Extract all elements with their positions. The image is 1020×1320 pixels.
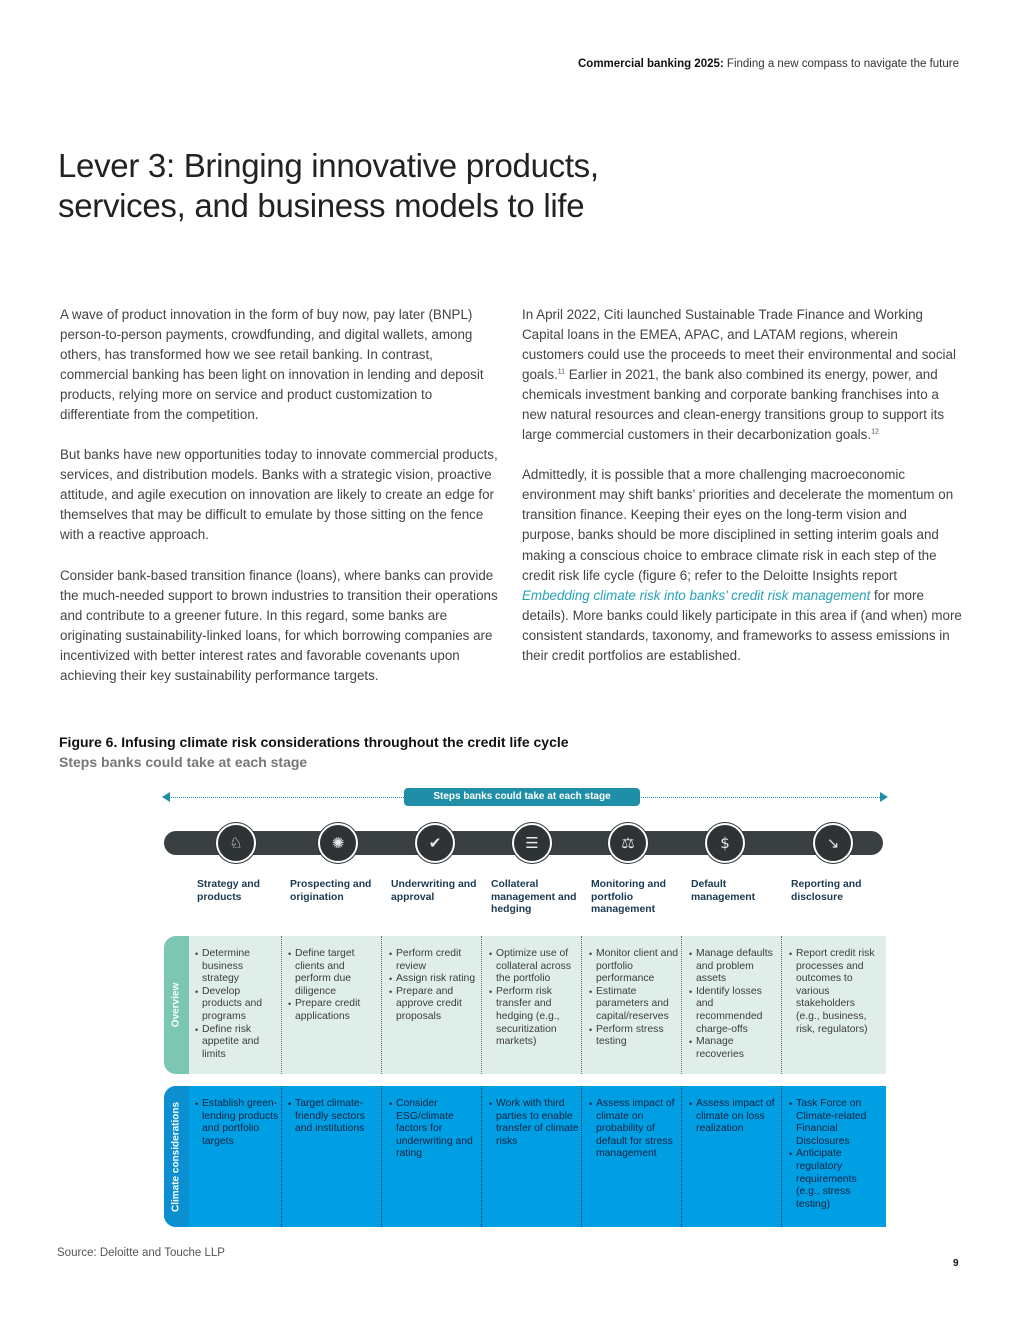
paragraph [522,305,962,445]
climate-cell [388,1086,482,1227]
stage-name: Prospecting and origination [290,879,372,903]
report-chart-icon: ↘ [813,823,853,863]
figure-subtitle: Steps banks could take at each stage [59,754,308,770]
stage-name: Monitoring and portfolio management [591,879,667,916]
climate-list [194,1098,281,1148]
publication-title: Commercial banking 2025: [578,58,724,70]
overview-cell [588,936,682,1074]
list-item: • Establish green-lending products and portfolio targets [194,1098,279,1148]
list-item: • Report credit risk processes and outcomes to various stakeholders (e.g., business, risk, regulators) [788,948,880,1036]
strategy-icon: ♘ [216,823,256,863]
list-item: • Perform credit review [388,948,479,973]
climate-list [688,1098,781,1136]
overview-cell [388,936,482,1074]
overview-band [164,936,886,1074]
climate-cell [287,1086,382,1227]
stage-name: Reporting and disclosure [791,879,862,903]
climate-cell [488,1086,582,1227]
overview-cell [488,936,582,1074]
running-header [578,58,959,70]
overview-tab [164,936,189,1074]
list-item: • Manage recoveries [688,1036,779,1061]
stage-name: Underwriting and approval [391,879,477,903]
climate-cell [788,1086,882,1227]
footnote-ref: 12 [871,428,879,436]
list-item: • Identify losses and recommended charge-offs [688,986,779,1036]
climate-list [287,1098,381,1136]
stage-name: Collateral management and hedging [491,879,577,916]
stage-name: Default management [691,879,756,903]
steps-pill: Steps banks could take at each stage [404,788,640,806]
paragraph: But banks have new opportunities today to innovate commercial products, services, and distribution models. Banks with a strategic vision, proactive attitude, and agile execution on innovation are likely to create an edge for themselves that may be difficult to emulate by those sitting on the fence with a reactive approach. [60,447,498,543]
page-number: 9 [953,1258,959,1269]
paragraph-text: for more details). More banks could likely participate in this area if (and when) more consistent standards, taxonomy, and frameworks to assess emissions in their credit portfolios are established. [522,587,962,663]
list-item: • Manage defaults and problem assets [688,948,779,986]
climate-cell [588,1086,682,1227]
footnote-ref: 11 [557,368,566,376]
overview-label: Overview [170,982,182,1028]
list-item: • Prepare and approve credit proposals [388,986,479,1024]
paragraph: A wave of product innovation in the form of buy now, pay later (BNPL) person-to-person payments, crowdfunding, and digital wallets, among others, has transformed how we see retail banking. In contrast, commercial banking has been light on innovation in lending and deposit products, relying more on service and product customization to differentiate from the competition. [60,307,484,423]
overview-list [194,948,281,1061]
list-item: • Develop products and programs [194,986,279,1024]
climate-list [588,1098,681,1161]
list-item: • Define risk appetite and limits [194,1024,279,1062]
arrow-left-icon [162,792,170,802]
list-item: • Consider ESG/climate factors for underwriting and rating [388,1098,479,1161]
page-title: Lever 3: Bringing innovative products, services, and business models to life [58,147,599,224]
climate-cell [194,1086,282,1227]
paragraph-text: Admittedly, it is possible that a more challenging macroeconomic environment may shift banks’ priorities and decelerate the momentum on transition finance. Keeping their eyes on the long-term vision and purpose, banks should be more disciplined in setting interim goals and making a conscious choice to embrace climate risk in each step of the credit risk life cycle (figure 6; refer to the Deloitte Insights report [522,467,954,583]
money-bag-icon: $ [705,823,745,863]
overview-list [388,948,481,1024]
list-item: • Define target clients and perform due diligence [287,948,379,998]
paragraph-text: In April 2022, Citi launched Sustainable Trade Finance and Working Capital loans in the EMEA, APAC, and LATAM regions, wherein customers could use the proceeds to meet their environmental and social goals. [522,307,956,383]
overview-cell [688,936,782,1074]
climate-list [388,1098,481,1161]
list-item: • Prepare credit applications [287,998,379,1023]
paragraph: Consider bank-based transition finance (loans), where banks can provide the much-needed support to brown industries to transition their operations and contribute to a greener future. In this regard, some banks are originating sustainability-linked loans, for which borrowing companies are incentivized with better interest rates and favorable covenants upon achieving their key sustainability performance targets. [60,567,498,683]
climate-cell [688,1086,782,1227]
list-item: • Anticipate regulatory requirements (e.g., stress testing) [788,1148,880,1211]
publication-subtitle: Finding a new compass to navigate the future [723,58,959,70]
climate-label: Climate considerations [170,1101,182,1212]
overview-list [688,948,781,1061]
list-item: • Perform risk transfer and hedging (e.g., securitization markets) [488,986,579,1049]
list-item: • Estimate parameters and capital/reserves [588,986,679,1024]
overview-cell [287,936,382,1074]
overview-list [588,948,681,1049]
list-item: • Determine business strategy [194,948,279,986]
list-item: • Assess impact of climate on loss realization [688,1098,779,1136]
report-link[interactable]: Embedding climate risk into banks’ credit risk management [522,587,871,603]
approval-icon: ✔ [415,823,455,863]
list-item: • Work with third parties to enable transfer of climate risks [488,1098,579,1148]
credit-life-cycle-diagram [160,786,890,1232]
climate-band [164,1086,886,1227]
list-item: • Assess impact of climate on probability of default for stress management [588,1098,679,1161]
document-icon: ☰ [512,823,552,863]
list-item: • Monitor client and portfolio performance [588,948,679,986]
figure-title: Figure 6. Infusing climate risk considerations throughout the credit life cycle [59,734,569,750]
list-item: • Task Force on Climate-related Financial Disclosures [788,1098,880,1148]
overview-list [488,948,581,1049]
list-item: • Target climate-friendly sectors and institutions [287,1098,379,1136]
source-note: Source: Deloitte and Touche LLP [57,1247,225,1259]
overview-cell [788,936,882,1074]
network-icon: ✺ [318,823,358,863]
right-column [522,305,962,686]
overview-list [788,948,882,1036]
list-item: • Perform stress testing [588,1024,679,1049]
list-item: • Optimize use of collateral across the portfolio [488,948,579,986]
paragraph-text: Earlier in 2021, the bank also combined its energy, power, and chemicals investment banking and corporate banking franchises into a new natural resources and clean-energy transitions group to support its large commercial customers in their decarbonization goals. [522,367,945,443]
arrow-right-icon [880,792,888,802]
climate-list [788,1098,882,1211]
climate-list [488,1098,581,1148]
overview-cell [194,936,282,1074]
climate-tab [164,1086,189,1227]
left-column [60,305,500,706]
paragraph [522,465,962,665]
stage-name: Strategy and products [197,879,260,903]
scale-icon: ⚖ [608,823,648,863]
overview-list [287,948,381,1024]
list-item: • Assign risk rating [388,973,479,986]
